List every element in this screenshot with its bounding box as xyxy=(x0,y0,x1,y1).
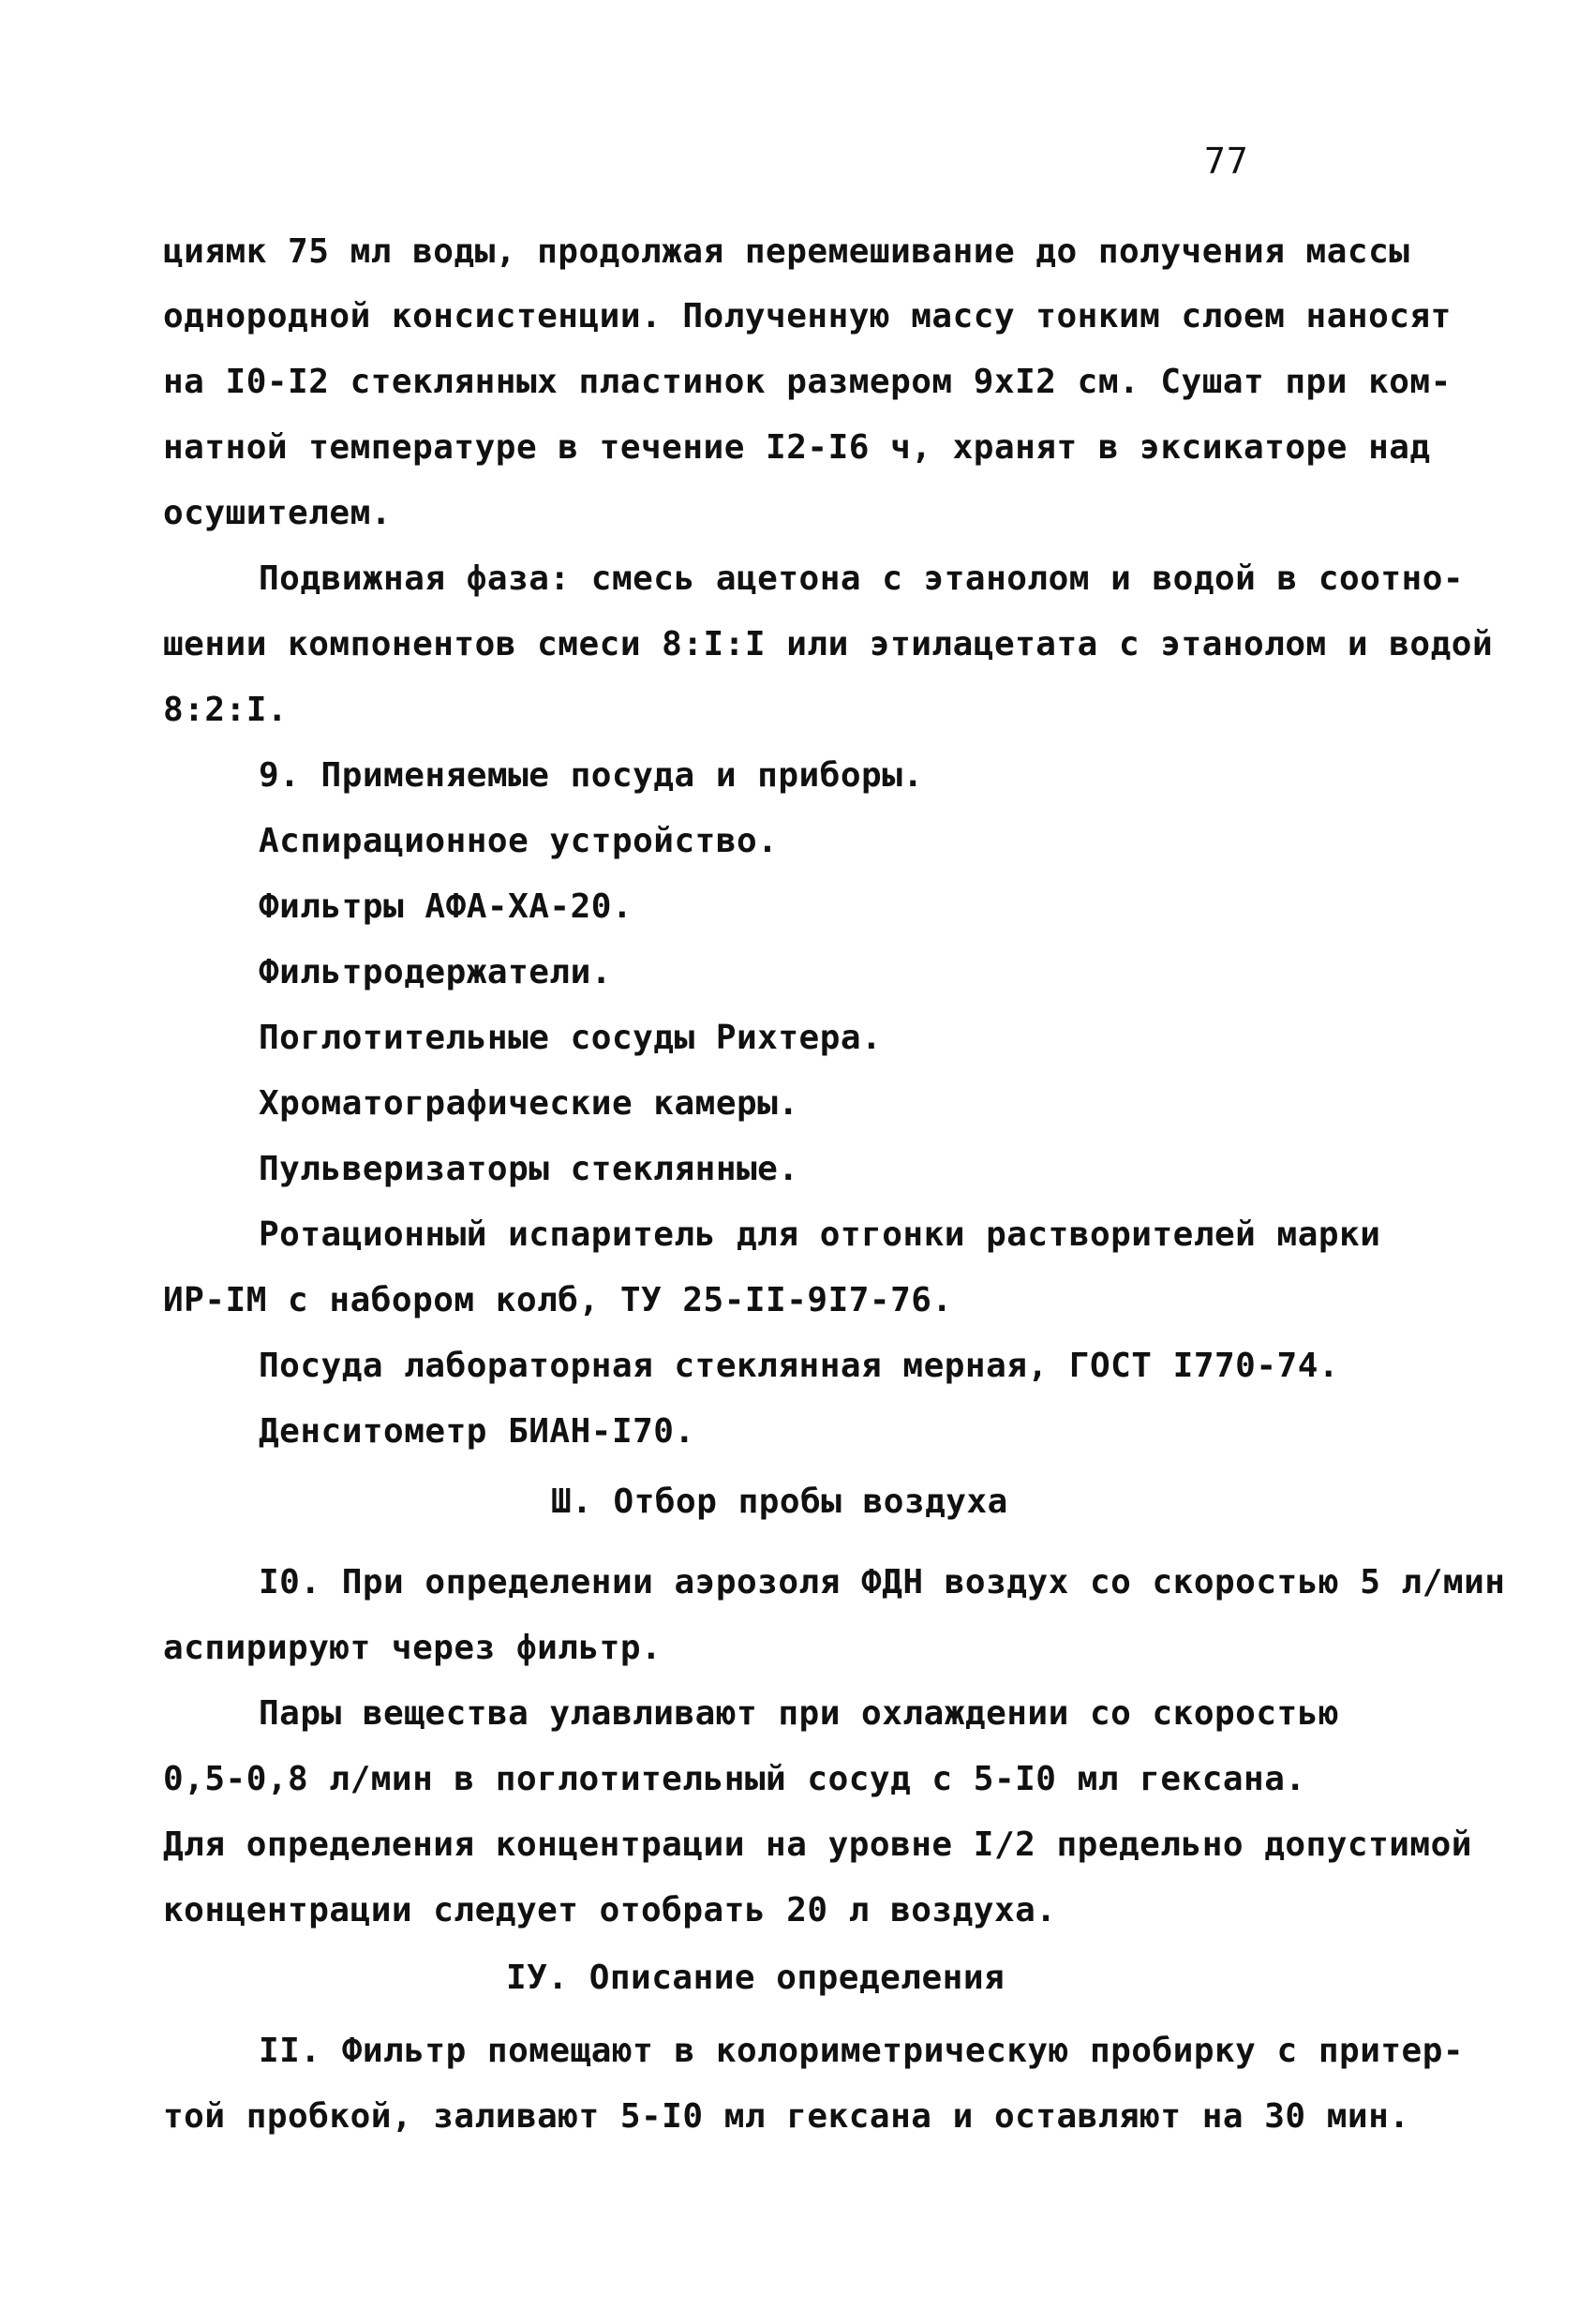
list-item: Денситометр БИАН-I70. xyxy=(259,1412,695,1451)
section-heading: IУ. Описание определения xyxy=(506,1959,1006,1997)
text-line: II. Фильтр помещают в колориметрическую пробирку с притер- xyxy=(259,2032,1465,2070)
text-line: аспирируют через фильтр. xyxy=(163,1629,663,1667)
list-item: Посуда лабораторная стеклянная мерная, ГОСТ I770-74. xyxy=(259,1347,1340,1385)
text-line: Пары вещества улавливают при охлаждении со скоростью xyxy=(259,1694,1340,1733)
list-item: Аспирационное устройство. xyxy=(259,822,779,860)
text-line: I0. При определении аэрозоля ФДН воздух со скоростью 5 л/мин xyxy=(259,1563,1506,1601)
page-number: 77 xyxy=(1204,141,1249,182)
text-line: осушителем. xyxy=(163,494,392,532)
list-item: Поглотительные сосуды Рихтера. xyxy=(259,1019,883,1057)
list-item: Фильтры АФА-ХА-20. xyxy=(259,887,633,926)
text-line: на I0-I2 стеклянных пластинок размером 9xI2 см. Сушат при ком- xyxy=(163,363,1452,401)
section-heading: 9. Применяемые посуда и приборы. xyxy=(259,756,924,795)
list-item: Хроматографические камеры. xyxy=(259,1084,799,1123)
text-line: шении компонентов смеси 8:I:I или этилацетата с этанолом и водой xyxy=(163,625,1494,663)
text-line: той пробкой, заливают 5-I0 мл гексана и оставляют на 30 мин. xyxy=(163,2097,1410,2136)
section-heading: Ш. Отбор пробы воздуха xyxy=(551,1482,1008,1521)
list-item: Пульверизаторы стеклянные. xyxy=(259,1150,799,1188)
text-line: натной температуре в течение I2-I6 ч, хранят в эксикаторе над xyxy=(163,428,1431,467)
list-item: Фильтродержатели. xyxy=(259,953,612,991)
text-line: 0,5-0,8 л/мин в поглотительный сосуд с 5-I0 мл гексана. xyxy=(163,1760,1306,1798)
text-line: однородной консистенции. Полученную массу тонким слоем наносят xyxy=(163,297,1452,335)
list-item: Ротационный испаритель для отгонки растворителей марки xyxy=(259,1215,1381,1254)
text-line: циямк 75 мл воды, продолжая перемешивание до получения массы xyxy=(163,232,1410,271)
text-line: Подвижная фаза: смесь ацетона с этанолом и водой в соотно- xyxy=(259,559,1465,598)
text-line: 8:2:I. xyxy=(163,691,289,729)
text-line: Для определения концентрации на уровне I/2 предельно допустимой xyxy=(163,1825,1472,1864)
text-line: концентрации следует отобрать 20 л воздуха. xyxy=(163,1891,1057,1929)
list-item: ИР-IМ с набором колб, ТУ 25-II-9I7-76. xyxy=(163,1281,953,1319)
